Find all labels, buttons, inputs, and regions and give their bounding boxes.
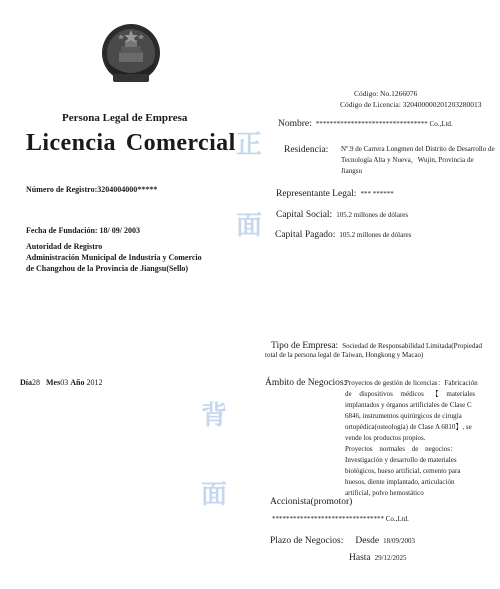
autoridad-line-2: Administración Municipal de Industria y Comercio — [26, 253, 202, 262]
tipo-label: Tipo de Empresa: — [271, 341, 339, 351]
hasta-value: 29/12/2025 — [374, 554, 407, 562]
capital-social-value: 105.2 millones de dólares — [336, 211, 409, 219]
anio-label: Año — [70, 378, 85, 387]
nombre-label: Nombre: — [278, 119, 312, 129]
registro-label — [26, 185, 157, 194]
watermark-mian: 面 — [236, 211, 263, 241]
residencia-line-1: Nº.9 de Carrera Longmen del Distrito de Desarrollo de — [341, 145, 495, 153]
mes-value: 03 — [60, 378, 69, 387]
accionista-value: ******************************** Co.,Ltd. — [272, 515, 409, 523]
representante-label: Representante Legal: — [276, 189, 357, 199]
mes-label: Mes — [46, 378, 61, 387]
ambito-line-4: 6846, instrumentos quirúrgicos de cirugía — [345, 412, 462, 420]
capital-pagado-label: Capital Pagado: — [275, 230, 336, 240]
capital-pagado-row — [275, 224, 411, 242]
autoridad-registro — [26, 241, 202, 274]
accionista-label: Accionista(promotor) — [270, 497, 353, 507]
capital-social-label: Capital Social: — [276, 210, 333, 220]
ambito-line-8: Investigación y desarrollo de materiales — [345, 456, 457, 464]
tipo-line-1: Sociedad de Responsabilidad Limitada(Propiedad — [342, 342, 482, 350]
ambito-value — [345, 378, 485, 499]
capital-pagado-value: 105.2 millones de dólares — [339, 231, 412, 239]
plazo-label: Plazo de Negocios: — [270, 536, 344, 546]
document-title — [26, 130, 236, 157]
ambito-line-6: vende los productos propios. — [345, 434, 426, 442]
ambito-line-9: biológicos, hueso artificial, cemento para — [345, 467, 461, 475]
national-emblem-icon — [99, 22, 163, 88]
fecha-fundacion: Fecha de Fundación: 18/ 09/ 2003 — [26, 226, 141, 235]
autoridad-line-3: de Changzhou de la Provincia de Jiangsu(Sello) — [26, 264, 189, 273]
capital-social-row — [276, 204, 408, 222]
license-codes — [340, 88, 481, 110]
title-word-2: Comercial — [125, 130, 236, 156]
residencia-value — [341, 144, 495, 177]
ambito-line-2: de dispositivos médicos 【 materiales — [345, 390, 476, 398]
ambito-label: Ámbito de Negocios: — [265, 378, 347, 388]
codigo-licencia: Código de Licencia: 320400000201203280013 — [340, 100, 482, 109]
autoridad-line-1: Autoridad de Registro — [26, 242, 103, 251]
desde-value: 18/09/2003 — [383, 537, 415, 545]
nombre-value: ******************************** Co.,Ltd. — [315, 120, 453, 128]
watermark-zheng: 正 — [236, 130, 263, 160]
codigo: Código: No.1266076 — [354, 89, 418, 98]
watermark-bei: 背 — [201, 401, 228, 431]
ambito-line-7: Proyectos normales de negocios： — [345, 445, 458, 453]
title-word-1: Licencia — [26, 130, 116, 156]
dia-label: Día — [20, 378, 32, 387]
ambito-line-10: huesos, diente implantado, articulación — [345, 478, 455, 486]
representante-value: *** ****** — [360, 190, 394, 198]
ambito-line-11: artificial, polvo hemostático — [345, 489, 424, 497]
watermark-mian-2: 面 — [201, 480, 228, 510]
representante-row — [276, 183, 394, 201]
issue-date — [20, 378, 102, 387]
hasta-row — [349, 547, 407, 565]
residencia-label: Residencia: — [284, 145, 329, 155]
hasta-label: Hasta — [349, 553, 371, 563]
document-subtitle: Persona Legal de Empresa — [62, 112, 188, 124]
plazo-row — [270, 530, 415, 548]
tipo-line-2: total de la persona legal de Taiwan, Hongkong y Macao) — [265, 351, 424, 359]
ambito-line-1: Proyectos de gestión de licencias：Fabricación — [345, 379, 478, 387]
residencia-line-2: Tecnología Alta y Nueva，Wujin, Provincia de — [341, 156, 474, 164]
ambito-line-5: ortopédica(osteología) de Clase A 6810】, se — [345, 423, 472, 431]
nombre-row — [278, 113, 453, 131]
residencia-line-3: Jiangsu — [341, 167, 362, 175]
dia-value: 28 — [32, 378, 40, 387]
registro-value: Número de Registro:3204004000***** — [26, 185, 158, 194]
desde-label: Desde — [355, 536, 380, 546]
anio-value: 2012 — [86, 378, 103, 387]
ambito-line-3: implantados y órganos artificiales de Clase C — [345, 401, 472, 409]
